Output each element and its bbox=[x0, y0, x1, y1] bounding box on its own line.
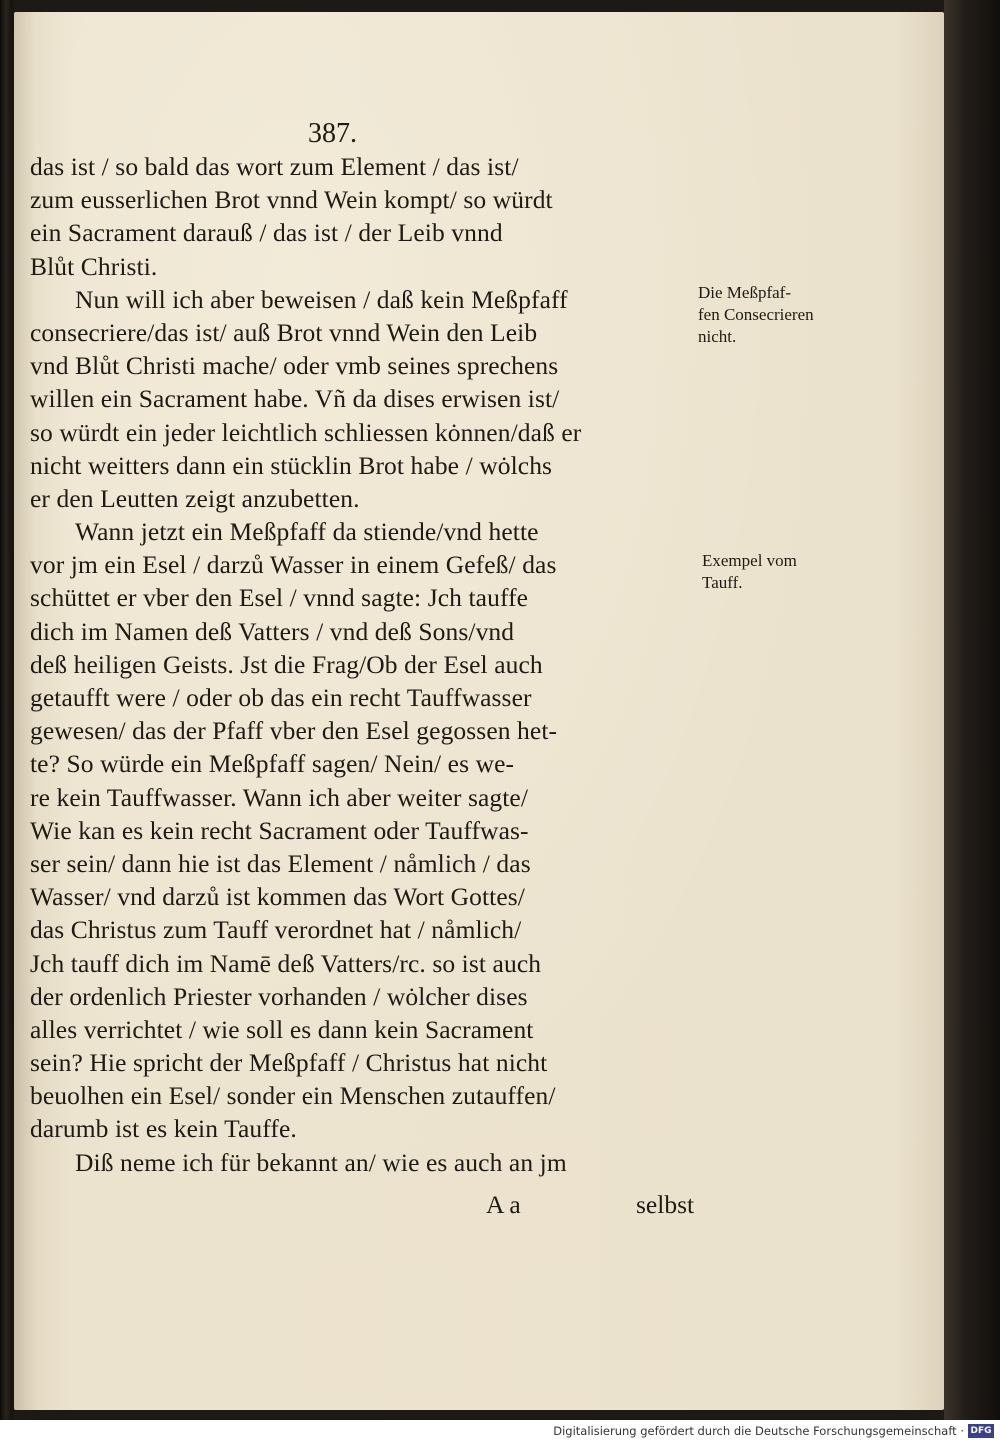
text-line: Jch tauff dich im Namē deß Vatters/rc. so ist auch bbox=[30, 948, 542, 978]
text-line: gewesen/ das der Pfaff vber den Esel gegossen het- bbox=[30, 716, 558, 746]
text-line: ser sein/ dann hie ist das Element / nåmlich / das bbox=[30, 848, 531, 878]
dfg-logo-icon: DFG bbox=[968, 1424, 994, 1438]
text-line: das Christus zum Tauff verordnet hat / nåmlich/ bbox=[30, 915, 522, 945]
text-line: darumb ist es kein Tauffe. bbox=[30, 1114, 297, 1144]
text-line: Nun will ich aber beweisen / daß kein Meßpfaff bbox=[75, 284, 568, 314]
margin-note-line: nicht. bbox=[698, 327, 737, 346]
text-line: vor jm ein Esel / darzů Wasser in einem Gefeß/ das bbox=[30, 550, 557, 580]
text-line: zum eusserlichen Brot vnnd Wein kompt/ so würdt bbox=[30, 185, 553, 215]
text-line: Wasser/ vnd darzů ist kommen das Wort Gottes/ bbox=[30, 882, 525, 912]
text-line: das ist / so bald das wort zum Element / das ist/ bbox=[30, 152, 519, 181]
text-line: Wie kan es kein recht Sacrament oder Tauffwas- bbox=[30, 815, 529, 845]
margin-note-line: fen Consecrieren bbox=[698, 305, 814, 324]
text-line: der ordenlich Priester vorhanden / wȯlcher dises bbox=[30, 981, 528, 1011]
footer-bar bbox=[0, 1420, 1000, 1443]
funding-credit: Digitalisierung gefördert durch die Deutsche Forschungsgemeinschaft · bbox=[553, 1424, 964, 1438]
text-line: alles verrichtet / wie soll es dann kein Sacrament bbox=[30, 1014, 534, 1044]
margin-note-consecration bbox=[698, 282, 814, 348]
text-line: ein Sacrament darauß / das ist / der Leib vnnd bbox=[30, 218, 503, 248]
text-line: sein? Hie spricht der Meßpfaff / Christus hat nicht bbox=[30, 1048, 548, 1078]
text-line: getaufft were / oder ob das ein recht Tauffwasser bbox=[30, 683, 532, 712]
text-line: te? So würde ein Meßpfaff sagen/ Nein/ es we- bbox=[30, 749, 515, 779]
text-line: consecriere/das ist/ auß Brot vnnd Wein den Leib bbox=[30, 317, 538, 347]
signature-mark: A a bbox=[486, 1190, 521, 1219]
text-line: dich im Namen deß Vatters / vnd deß Sons/vnd bbox=[30, 616, 515, 646]
margin-note-line: Exempel vom bbox=[702, 551, 797, 570]
text-line: Wann jetzt ein Meßpfaff da stiende/vnd hette bbox=[75, 517, 539, 547]
scan-edge bbox=[944, 0, 1000, 1420]
page-number: 387. bbox=[308, 118, 357, 149]
catchword: selbst bbox=[636, 1190, 695, 1219]
text-line: schüttet er vber den Esel / vnnd sagte: Jch tauffe bbox=[30, 583, 529, 613]
main-text bbox=[30, 150, 710, 1179]
text-line: beuolhen ein Esel/ sonder ein Menschen zutauffen/ bbox=[30, 1081, 556, 1111]
text-line: willen ein Sacrament habe. Vñ da dises erwisen ist/ bbox=[30, 384, 560, 414]
text-line: deß heiligen Geists. Jst die Frag/Ob der Esel auch bbox=[30, 649, 543, 679]
margin-note-line: Tauff. bbox=[702, 573, 743, 592]
text-line: nicht weitters dann ein stücklin Brot habe / wȯlchs bbox=[30, 450, 553, 480]
text-line: re kein Tauffwasser. Wann ich aber weiter sagte/ bbox=[30, 782, 529, 812]
text-line: vnd Blůt Christi mache/ oder vmb seines sprechens bbox=[30, 351, 559, 381]
text-line: Diß neme ich für bekannt an/ wie es auch an jm bbox=[75, 1147, 567, 1177]
margin-note-line: Die Meßpfaf- bbox=[698, 283, 791, 302]
text-line: Blůt Christi. bbox=[30, 251, 158, 281]
text-line: er den Leutten zeigt anzubetten. bbox=[30, 483, 360, 513]
margin-note-baptism bbox=[702, 550, 797, 594]
text-line: so würdt ein jeder leichtlich schliessen kȯnnen/daß er bbox=[30, 417, 582, 447]
